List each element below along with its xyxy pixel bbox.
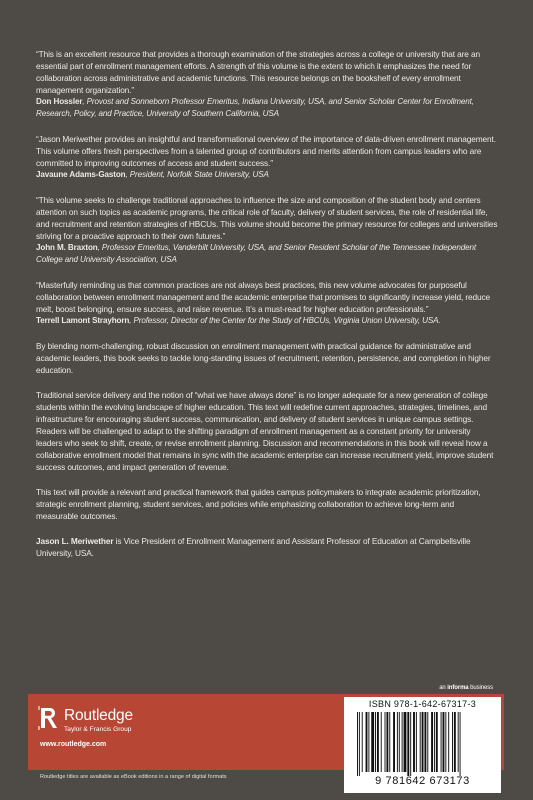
routledge-r-logo-icon [38, 706, 60, 730]
description-paragraph: Traditional service delivery and the notion of “what we have always done” is no longer adequate for a new generation of college students within the evolving landscape of higher education. This text will redefine current approaches, strategies, timelines, and infrastructure for encouraging student success, communication, and delivery of student services in unique campus settings. Readers will be challenged to adapt to the shifting paradigm of enrollment management as a constant priority for university leaders who seek to shift, create, or revise enrollment planning. Discussion and recommendations in this book will reveal how a collaborative enrollment model that remains in sync with the academic enterprise can increase recruitment yield, improve student success outcomes, and impact generation of revenue. [36, 390, 494, 472]
endorsement-quote: “Jason Meriwether provides an insightful and transformational overview of the importance of data-driven enrollment management. This volume offers fresh perspectives from a talented group of contributors and merits attention from campus leaders who are committed to improving outcomes of access and student success.” [36, 134, 496, 168]
endorsement-quote: “This volume seeks to challenge traditional approaches to influence the size and composition of the student body and centers attention on such topics as academic programs, the critical role of faculty, delivery of student services, the role of residential life, and recruitment and retention strategies of HBCUs. This volume should become the primary resource for colleges and universities striving for a proactive approach to their own futures.” [36, 195, 498, 241]
ebook-note: Routledge titles are available as eBook editions in a range of digital formats [40, 774, 227, 780]
endorsement-blurb [36, 279, 498, 327]
endorser-name: Terrell Lamont Strayhorn [36, 316, 130, 325]
endorsement-blurb [36, 133, 498, 181]
isbn-label: ISBN 978-1-642-67317-3 [368, 699, 477, 709]
author-bio-text: is Vice President of Enrollment Management and Assistant Professor of Education at Campbellsville University, USA. [36, 536, 471, 558]
publisher-name: Routledge [64, 707, 133, 724]
barcode-digits: 9 781642 673173 [375, 775, 470, 787]
endorsement-attribution [36, 315, 498, 327]
endorsement-attribution [36, 242, 498, 266]
note-prefix: an [439, 685, 448, 691]
publisher-group: Taylor & Francis Group [64, 726, 132, 733]
note-suffix: business [468, 685, 493, 691]
description-paragraph: This text will provide a relevant and practical framework that guides campus policymakers to integrate academic prioritization, strategic enrollment planning, student services, and policies while emphasizing collaboration to achieve long-term and measurable outcomes. [36, 487, 481, 521]
endorsement-attribution [36, 96, 498, 120]
endorser-name: John M. Braxton [36, 243, 98, 252]
endorsement-quote: “This is an excellent resource that provides a thorough examination of the strategies across a college or university that are an essential part of enrollment management efforts. A strength of this volume is the extent to which it emphasizes the need for collaboration across administrative and academic functions. This resource belongs on the bookshelf of every enrollment management organization.” [36, 49, 480, 95]
endorser-name: Don Hossler [36, 97, 83, 106]
description-paragraph: By blending norm-challenging, robust discussion on enrollment management with practical guidance for administrative and academic leaders, this book seeks to tackle long-standing issues of recruitment, retention, persistence, and completion in higher education. [36, 341, 491, 375]
endorser-title: , Professor Emeritus, Vanderbilt University, USA, and Senior Resident Scholar of the Tennessee Independent College and University Association, USA [36, 243, 477, 264]
author-name: Jason L. Meriwether [36, 536, 114, 546]
note-brand: informa [447, 685, 469, 691]
endorser-name: Javaune Adams-Gaston [36, 170, 126, 179]
endorsement-blurb [36, 48, 498, 120]
isbn-barcode-box [344, 697, 501, 793]
barcode-icon [357, 712, 488, 776]
endorser-title: , Provost and Sonneborn Professor Emeritus, Indiana University, USA, and Senior Scholar Center for Enrollment, Research, Policy, and Practice, University of Southern California, USA [36, 97, 474, 118]
endorsement-attribution [36, 169, 498, 181]
endorsement-blurb [36, 194, 498, 266]
publisher-website-link[interactable]: www.routledge.com [40, 741, 107, 748]
informa-business-note [439, 685, 493, 691]
endorsement-quote: “Masterfully reminding us that common practices are not always best practices, this new volume advocates for purposeful collaboration between enrollment management and the academic enterprise that promises to significantly increase yield, reduce melt, boost belonging, ensure success, and raise revenue. It’s a must-read for higher education professionals.” [36, 280, 491, 314]
author-bio [36, 535, 498, 559]
endorser-title: , President, Norfolk State University, USA [125, 170, 269, 179]
back-cover-text [36, 48, 498, 559]
endorser-title: , Professor, Director of the Center for the Study of HBCUs, Virginia Union University, USA. [129, 316, 441, 325]
